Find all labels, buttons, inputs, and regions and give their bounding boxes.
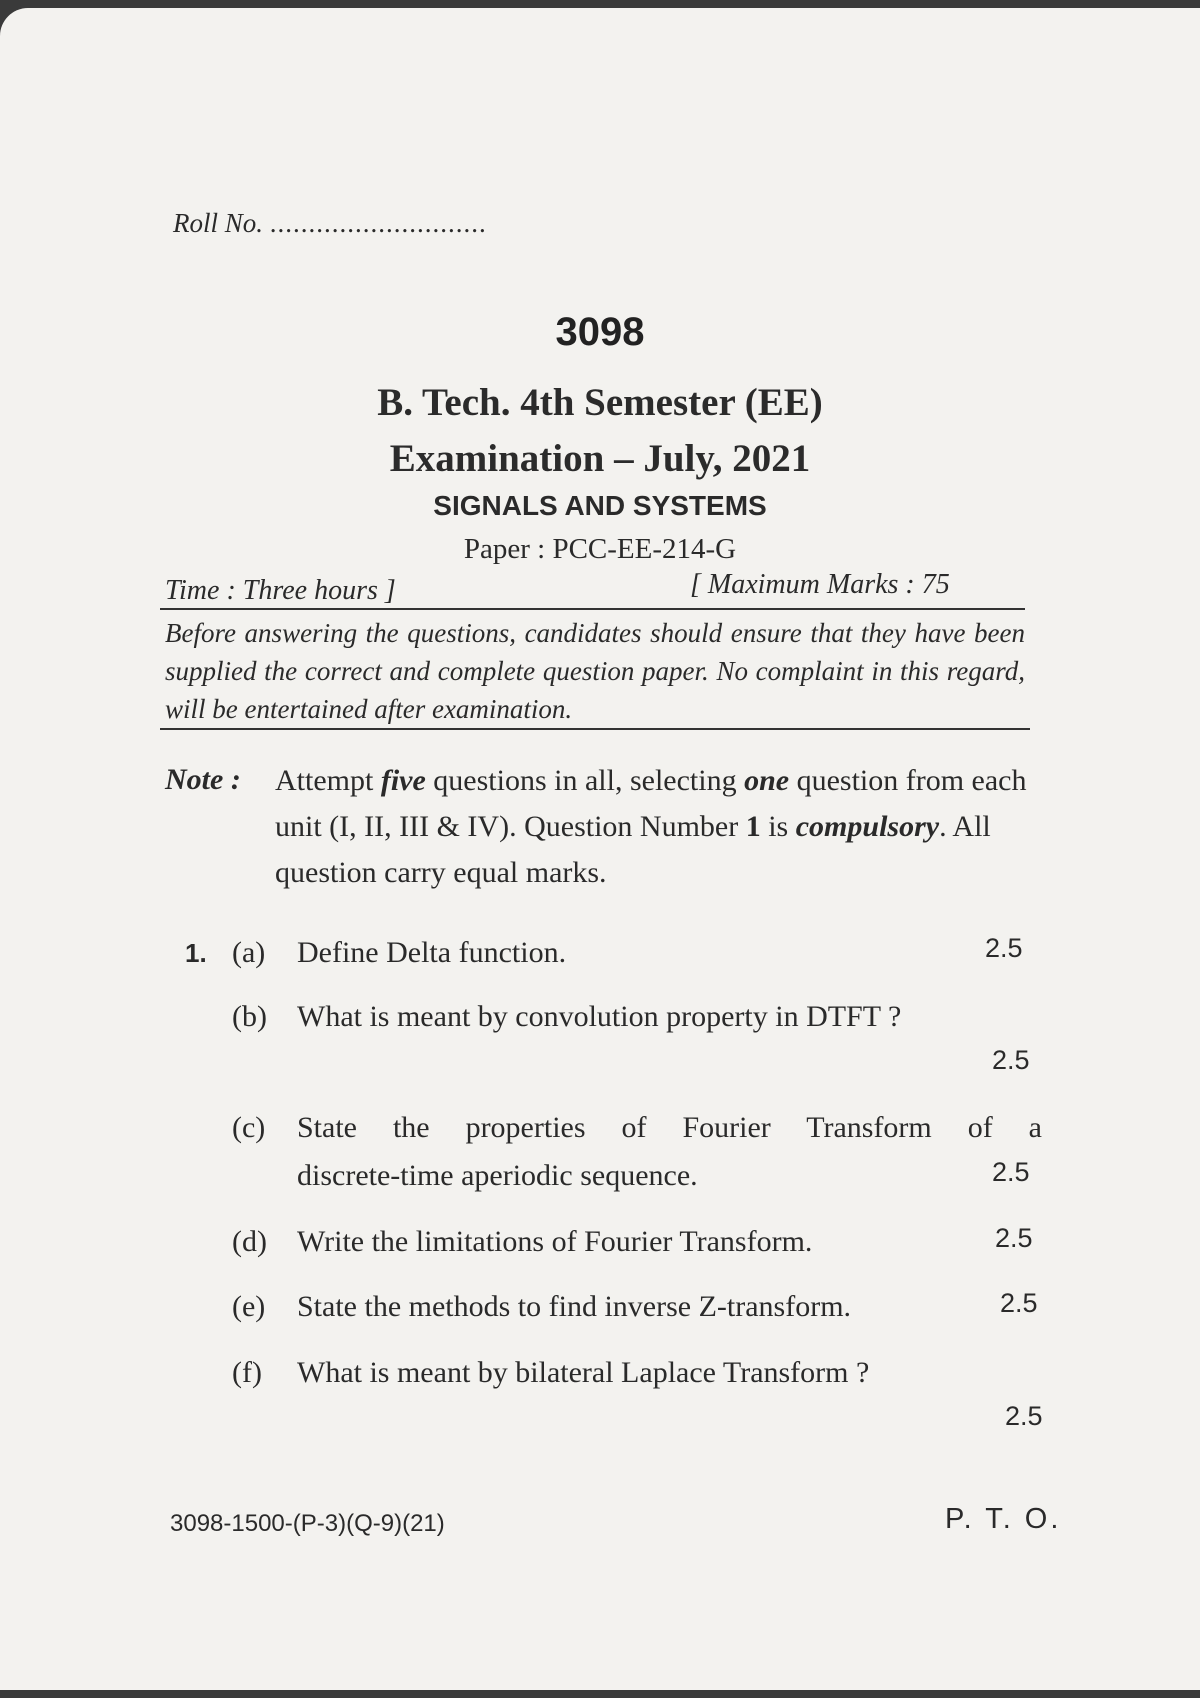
footer-code: 3098-1500-(P-3)(Q-9)(21)	[170, 1510, 445, 1537]
part-e-marks: 2.5	[1000, 1288, 1038, 1318]
course-title: B. Tech. 4th Semester (EE)	[377, 381, 823, 424]
part-c-text-line1: State the properties of Fourier Transform of a	[297, 1111, 1042, 1144]
roll-number-field	[173, 208, 487, 239]
part-b-label: (b)	[232, 1000, 267, 1033]
part-a-marks: 2.5	[985, 933, 1023, 963]
part-f-text: What is meant by bilateral Laplace Transform ?	[297, 1356, 870, 1389]
subject-title: SIGNALS AND SYSTEMS	[433, 490, 767, 521]
paper-number: Paper : PCC-EE-214-G	[463, 533, 737, 565]
roll-dots: ............................	[269, 208, 487, 238]
part-c-text-line2: discrete-time aperiodic sequence.	[297, 1159, 698, 1192]
part-e-text: State the methods to find inverse Z-transform.	[297, 1290, 852, 1323]
note-label: Note :	[165, 763, 241, 796]
time-allowed: Time : Three hours ]	[165, 575, 396, 606]
part-e-label: (e)	[232, 1290, 266, 1323]
part-f-label: (f)	[232, 1356, 262, 1389]
part-d-text: Write the limitations of Fourier Transform.	[297, 1225, 813, 1258]
divider-bottom	[160, 728, 1030, 730]
part-b-text: What is meant by convolution property in DTFT ?	[297, 1000, 902, 1033]
instructions-text: Before answering the questions, candidates should ensure that they have been supplied the correct and complete question paper. No complaint in this regard, will be entertained after examination.	[165, 618, 1025, 724]
part-f-marks: 2.5	[1005, 1401, 1043, 1431]
footer-pto: P. T. O.	[945, 1503, 1062, 1535]
question-number: 1.	[185, 938, 207, 968]
part-c-marks: 2.5	[992, 1157, 1030, 1187]
part-b-marks: 2.5	[992, 1045, 1030, 1075]
maximum-marks: [ Maximum Marks : 75	[690, 569, 950, 600]
question-paper	[0, 8, 1200, 1690]
divider-top	[160, 608, 1025, 610]
part-d-label: (d)	[232, 1225, 267, 1258]
part-a-label: (a)	[232, 936, 266, 969]
roll-label: Roll No.	[173, 208, 264, 238]
part-c-label: (c)	[232, 1111, 266, 1144]
paper-code: 3098	[555, 310, 645, 354]
part-a-text: Define Delta function.	[297, 936, 567, 969]
note-text: Attempt five questions in all, selecting one question from each unit (I, II, III & IV). Question Number 1 is compulsory. All question carry equal marks.	[275, 764, 1027, 889]
exam-title: Examination – July, 2021	[389, 437, 811, 480]
part-d-marks: 2.5	[995, 1223, 1033, 1253]
